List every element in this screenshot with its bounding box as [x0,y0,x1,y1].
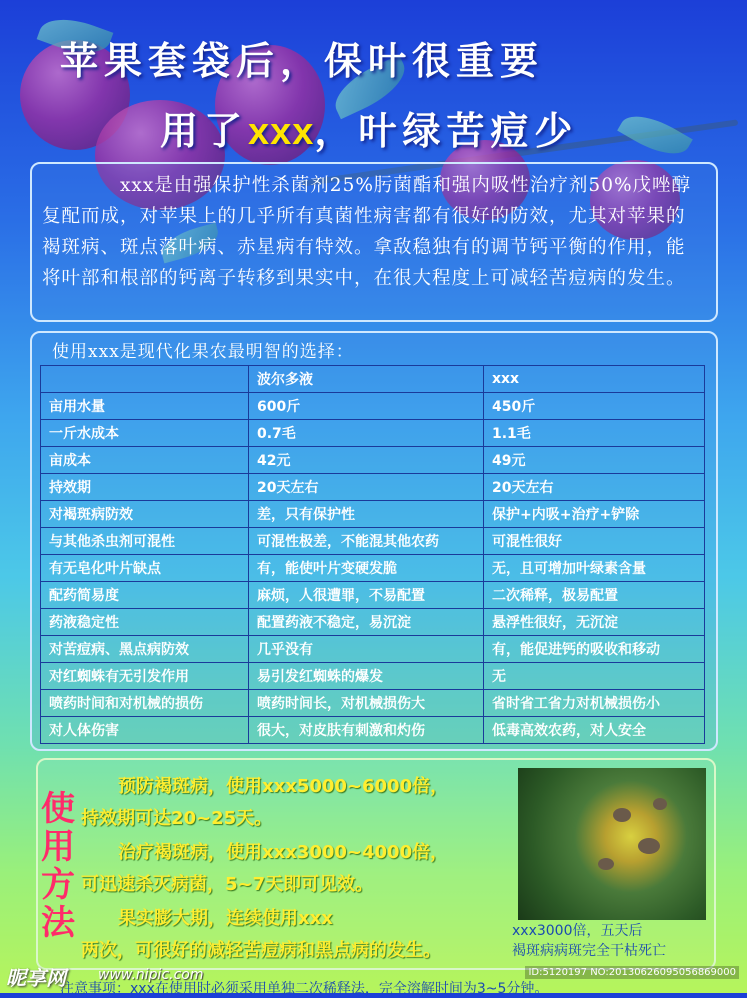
table-cell: 很大，对皮肤有刺激和灼伤 [249,717,484,744]
watermark-id: ID:5120197 NO:20130626095056869000 [525,966,739,979]
table-cell: 450斤 [484,393,705,420]
table-cell: 悬浮性很好，无沉淀 [484,609,705,636]
table-row [41,582,705,609]
table-header-row [41,366,705,393]
diseased-leaf-photo [518,768,706,920]
table-cell: 几乎没有 [249,636,484,663]
precautions-note: 注意事项：xxx在使用时必须采用单独二次稀释法，完全溶解时间为3~5分钟。 [60,981,549,997]
table-cell: 无，且可增加叶绿素含量 [484,555,705,582]
table-cell: 0.7毛 [249,420,484,447]
table-cell: 1.1毛 [484,420,705,447]
table-cell: 49元 [484,447,705,474]
table-cell: 配置药液不稳定，易沉淀 [249,609,484,636]
table-row [41,636,705,663]
leaf-decoration [617,105,693,166]
comparison-table-body [41,366,705,744]
usage-vertical-title [38,790,78,942]
table-cell: 与其他杀虫剂可混性 [41,528,249,555]
table-row [41,528,705,555]
table-cell: 二次稀释，极易配置 [484,582,705,609]
table-row [41,555,705,582]
usage-line: 果实膨大期，连续使用xxx [118,908,333,929]
photo-caption-1: xxx3000倍，五天后 [512,923,643,939]
table-cell: 喷药时间和对机械的损伤 [41,690,249,717]
usage-title-char: 方 [41,865,75,905]
headline-product-name: xxx [248,111,315,153]
table-row [41,501,705,528]
table-cell: 42元 [249,447,484,474]
table-cell: 配药简易度 [41,582,249,609]
table-cell: 600斤 [249,393,484,420]
table-cell: 喷药时间长，对机械损伤大 [249,690,484,717]
usage-line: 预防褐斑病，使用xxx5000~6000倍， [118,776,449,797]
usage-title-char: 法 [41,903,75,943]
headline-prefix: 用了 [160,108,249,153]
table-cell: 一斤水成本 [41,420,249,447]
intro-text: xxx是由强保护性杀菌剂25%肟菌酯和强内吸性治疗剂50%戊唑醇复配而成，对苹果上的几乎所有真菌性病害都有很好的防效，尤其对苹果的褐斑病、斑点落叶病、赤星病有特效。拿敌稳独有的调节钙平衡的作用，能将叶部和根部的钙离子转移到果实中，在很大程度上可减轻苦痘病的发生。 [42,175,692,289]
headline-line-1: 苹果套袋后，保叶很重要 [60,38,545,83]
usage-line: 可迅速杀灭病菌，5~7天即可见效。 [81,874,374,895]
watermark-url: www.nipic.com [98,967,204,983]
leaf-spot [598,858,614,870]
table-cell: 可混性很好 [484,528,705,555]
watermark-logo: 昵享网 [6,966,66,990]
table-cell: 有，能使叶片变硬发脆 [249,555,484,582]
table-cell: 对人体伤害 [41,717,249,744]
leaf-spot [653,798,667,810]
table-row [41,420,705,447]
table-row [41,393,705,420]
table-row [41,609,705,636]
table-cell: 麻烦，人很遭罪，不易配置 [249,582,484,609]
table-cell: xxx [484,366,705,393]
table-cell: 低毒高效农药，对人安全 [484,717,705,744]
table-cell: 对红蜘蛛有无引发作用 [41,663,249,690]
table-cell: 20天左右 [249,474,484,501]
headline-line-2 [160,100,578,155]
comparison-table [40,365,705,744]
comparison-panel [30,331,718,751]
table-row [41,717,705,744]
table-row [41,690,705,717]
usage-panel [36,758,716,970]
photo-caption-2: 褐斑病病斑完全干枯死亡 [512,943,666,959]
usage-line: 两次，可很好的减轻苦痘病和黑点病的发生。 [81,940,441,961]
table-cell: 药液稳定性 [41,609,249,636]
table-cell: 20天左右 [484,474,705,501]
table-cell: 省时省工省力对机械损伤小 [484,690,705,717]
table-cell: 对苦痘病、黑点病防效 [41,636,249,663]
table-cell: 对褐斑病防效 [41,501,249,528]
table-cell: 亩成本 [41,447,249,474]
comparison-caption: 使用xxx是现代化果农最明智的选择： [52,342,354,362]
table-cell: 亩用水量 [41,393,249,420]
table-cell: 无 [484,663,705,690]
headline-suffix: ，叶绿苦痘少 [314,108,579,153]
table-row [41,474,705,501]
leaf-spot [613,808,631,822]
leaf-spot [638,838,660,854]
usage-line: 治疗褐斑病，使用xxx3000~4000倍， [118,842,449,863]
table-cell [41,366,249,393]
usage-title-char: 用 [41,827,75,867]
table-cell: 差，只有保护性 [249,501,484,528]
table-cell: 波尔多液 [249,366,484,393]
table-cell: 持效期 [41,474,249,501]
usage-title-char: 使 [41,789,75,829]
table-row [41,447,705,474]
table-cell: 有，能促进钙的吸收和移动 [484,636,705,663]
usage-line: 持效期可达20~25天。 [81,808,273,829]
table-cell: 易引发红蜘蛛的爆发 [249,663,484,690]
table-cell: 保护+内吸+治疗+铲除 [484,501,705,528]
table-cell: 有无皂化叶片缺点 [41,555,249,582]
intro-panel [30,162,718,322]
table-row [41,663,705,690]
table-cell: 可混性极差，不能混其他农药 [249,528,484,555]
